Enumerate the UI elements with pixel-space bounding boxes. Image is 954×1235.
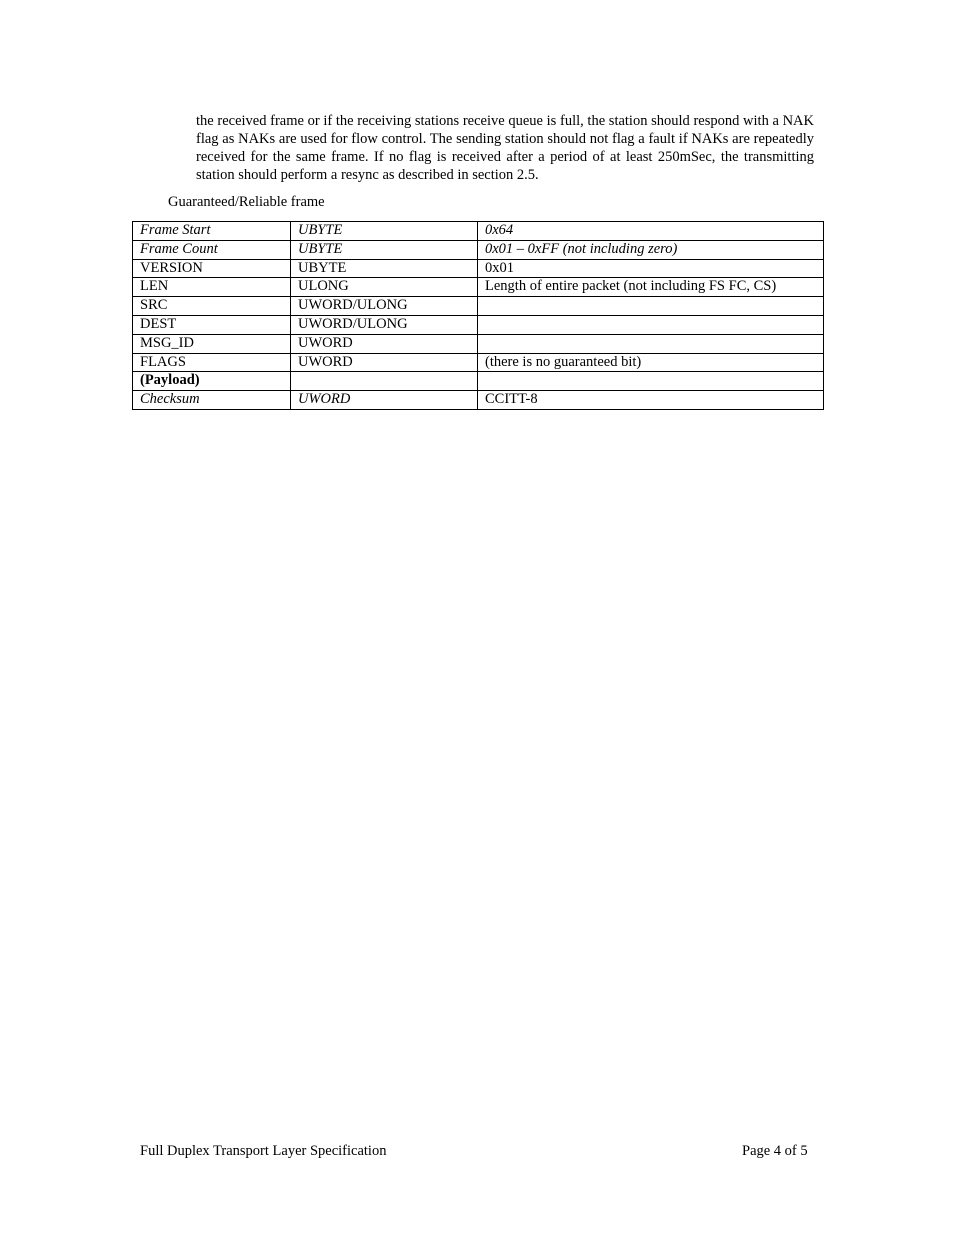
frame-caption: Guaranteed/Reliable frame: [168, 194, 325, 210]
type-cell: UBYTE: [291, 259, 478, 278]
field-cell: (Payload): [133, 372, 291, 391]
value-cell: Length of entire packet (not including FS FC, CS): [478, 278, 824, 297]
table-row: [133, 278, 824, 297]
table-row: [133, 297, 824, 316]
footer-title: Full Duplex Transport Layer Specification: [140, 1143, 387, 1159]
value-cell: 0x64: [478, 222, 824, 241]
table-row: [133, 372, 824, 391]
table-row: [133, 391, 824, 410]
type-cell: UWORD: [291, 353, 478, 372]
table-row: [133, 259, 824, 278]
field-cell: FLAGS: [133, 353, 291, 372]
type-cell: UWORD/ULONG: [291, 297, 478, 316]
type-cell: [291, 372, 478, 391]
table-row: [133, 315, 824, 334]
table-row: [133, 334, 824, 353]
value-cell: 0x01 – 0xFF (not including zero): [478, 240, 824, 259]
table-row: [133, 240, 824, 259]
type-cell: UBYTE: [291, 240, 478, 259]
field-cell: VERSION: [133, 259, 291, 278]
footer-page-number: Page 4 of 5: [742, 1143, 808, 1159]
field-cell: DEST: [133, 315, 291, 334]
type-cell: ULONG: [291, 278, 478, 297]
value-cell: CCITT-8: [478, 391, 824, 410]
table-row: [133, 222, 824, 241]
type-cell: UBYTE: [291, 222, 478, 241]
value-cell: [478, 372, 824, 391]
value-cell: (there is no guaranteed bit): [478, 353, 824, 372]
field-cell: Checksum: [133, 391, 291, 410]
value-cell: [478, 297, 824, 316]
body-paragraph: the received frame or if the receiving stations receive queue is full, the station should respond with a NAK flag as NAKs are used for flow control. The sending station should not flag a fault if NAKs are repeatedly received for the same frame. If no flag is received after a period of at least 250mSec, the transmitting station should perform a resync as described in section 2.5.: [196, 113, 814, 183]
field-cell: LEN: [133, 278, 291, 297]
frame-format-table: [132, 221, 824, 410]
field-cell: MSG_ID: [133, 334, 291, 353]
type-cell: UWORD: [291, 391, 478, 410]
value-cell: [478, 315, 824, 334]
type-cell: UWORD/ULONG: [291, 315, 478, 334]
field-cell: Frame Count: [133, 240, 291, 259]
value-cell: [478, 334, 824, 353]
type-cell: UWORD: [291, 334, 478, 353]
field-cell: Frame Start: [133, 222, 291, 241]
value-cell: 0x01: [478, 259, 824, 278]
table-row: [133, 353, 824, 372]
field-cell: SRC: [133, 297, 291, 316]
